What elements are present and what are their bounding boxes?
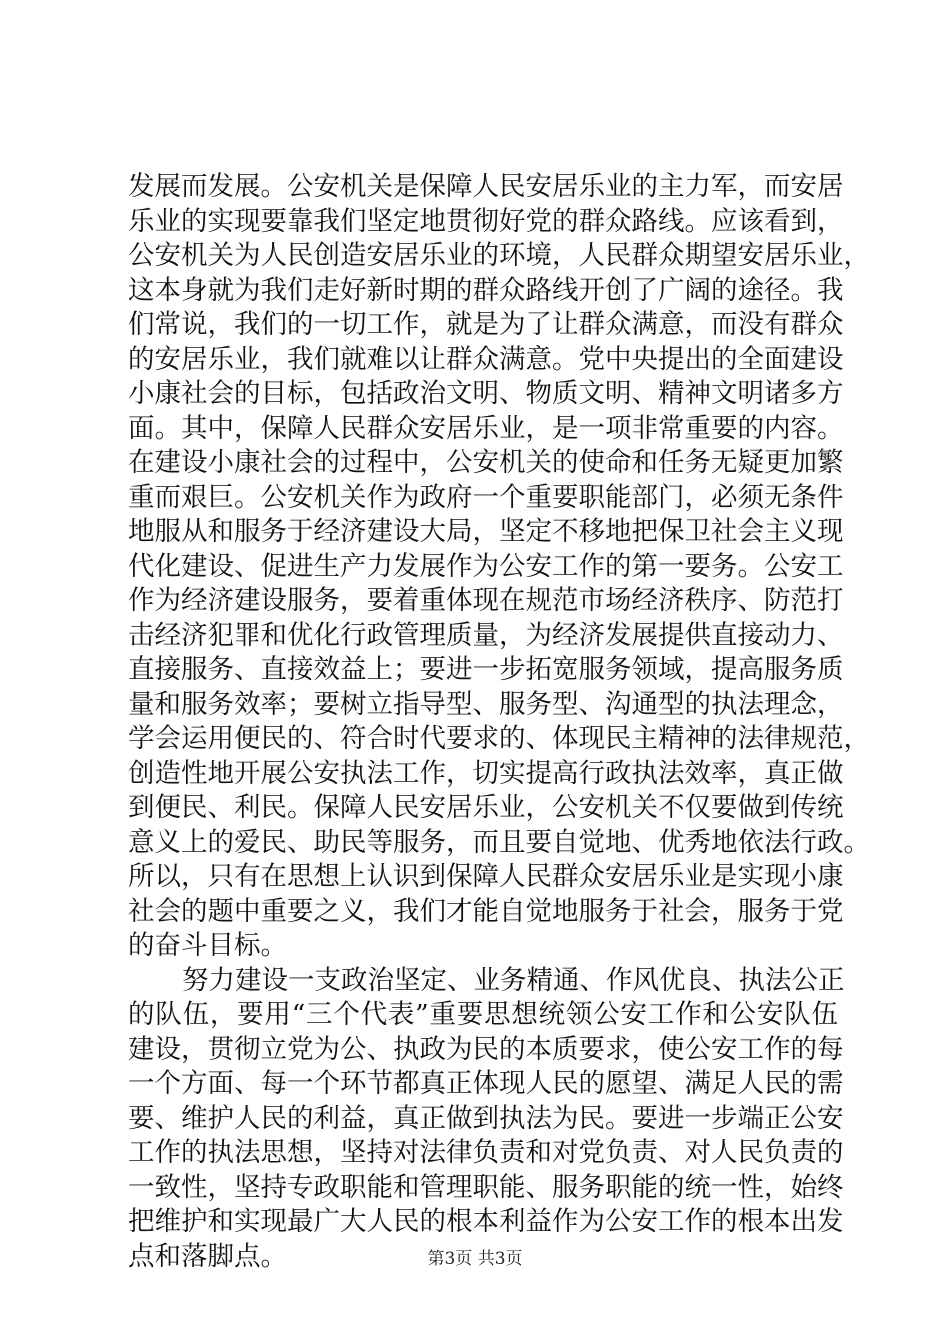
text-line: 在建设小康社会的过程中，公安机关的使命和任务无疑更加繁	[128, 447, 844, 478]
text-line: 工作的执法思想，坚持对法律负责和对党负责、对人民负责的	[128, 1137, 844, 1168]
text-line: 社会的题中重要之义，我们才能自觉地服务于社会，服务于党	[128, 895, 844, 927]
text-line: 量和服务效率；要树立指导型、服务型、沟通型的执法理念，	[128, 688, 844, 720]
text-line: 公安机关为人民创造安居乐业的环境，人民群众期望安居乐业，	[128, 240, 870, 271]
text-line: 一个方面、每一个环节都真正体现人民的愿望、满足人民的需	[128, 1068, 844, 1099]
text-line: 创造性地开展公安执法工作，切实提高行政执法效率，真正做	[128, 757, 844, 789]
text-line: 这本身就为我们走好新时期的群众路线开创了广阔的途径。我	[128, 274, 844, 306]
text-line: 努力建设一支政治坚定、业务精通、作风优良、执法公正	[182, 964, 845, 996]
text-line: 到便民、利民。保障人民安居乐业，公安机关不仅要做到传统	[128, 792, 844, 823]
document-body	[128, 170, 870, 1274]
text-line: 代化建设、促进生产力发展作为公安工作的第一要务。公安工	[128, 550, 844, 582]
page-footer	[0, 1244, 950, 1269]
text-line: 的队伍，要用“三个代表”重要思想统领公安工作和公安队伍	[128, 999, 838, 1030]
text-line: 作为经济建设服务，要着重体现在规范市场经济秩序、防范打	[128, 585, 844, 616]
text-line: 乐业的实现要靠我们坚定地贯彻好党的群众路线。应该看到，	[128, 205, 844, 237]
text-line: 们常说，我们的一切工作，就是为了让群众满意，而没有群众	[128, 309, 844, 340]
text-line: 发展而发展。公安机关是保障人民安居乐业的主力军，而安居	[128, 171, 844, 202]
text-line: 面。其中，保障人民群众安居乐业，是一项非常重要的内容。	[128, 412, 844, 444]
text-line: 点和落脚点。	[128, 1240, 287, 1272]
text-line: 学会运用便民的、符合时代要求的、体现民主精神的法律规范，	[128, 723, 870, 754]
text-line: 建设，贯彻立党为公、执政为民的本质要求，使公安工作的每	[128, 1033, 844, 1065]
text-line: 的奋斗目标。	[128, 930, 287, 961]
paragraph	[128, 964, 845, 1275]
text-line: 击经济犯罪和优化行政管理质量，为经济发展提供直接动力、	[128, 619, 844, 651]
text-line: 的安居乐业，我们就难以让群众满意。党中央提出的全面建设	[128, 343, 844, 375]
text-line: 小康社会的目标，包括政治文明、物质文明、精神文明诸多方	[128, 378, 844, 409]
text-line: 意义上的爱民、助民等服务，而且要自觉地、优秀地依法行政。	[128, 826, 870, 858]
text-line: 一致性，坚持专政职能和管理职能、服务职能的统一性，始终	[128, 1171, 844, 1203]
page-number: 第3页 共3页	[427, 1249, 523, 1269]
text-line: 把维护和实现最广大人民的根本利益作为公安工作的根本出发	[128, 1206, 844, 1237]
text-line: 重而艰巨。公安机关作为政府一个重要职能部门，必须无条件	[128, 481, 844, 513]
text-line: 地服从和服务于经济建设大局，坚定不移地把保卫社会主义现	[128, 516, 844, 547]
text-line: 直接服务、直接效益上；要进一步拓宽服务领域，提高服务质	[128, 654, 844, 685]
paragraph	[128, 170, 870, 964]
text-line: 要、维护人民的利益，真正做到执法为民。要进一步端正公安	[128, 1102, 844, 1134]
text-line: 所以，只有在思想上认识到保障人民群众安居乐业是实现小康	[128, 861, 844, 892]
